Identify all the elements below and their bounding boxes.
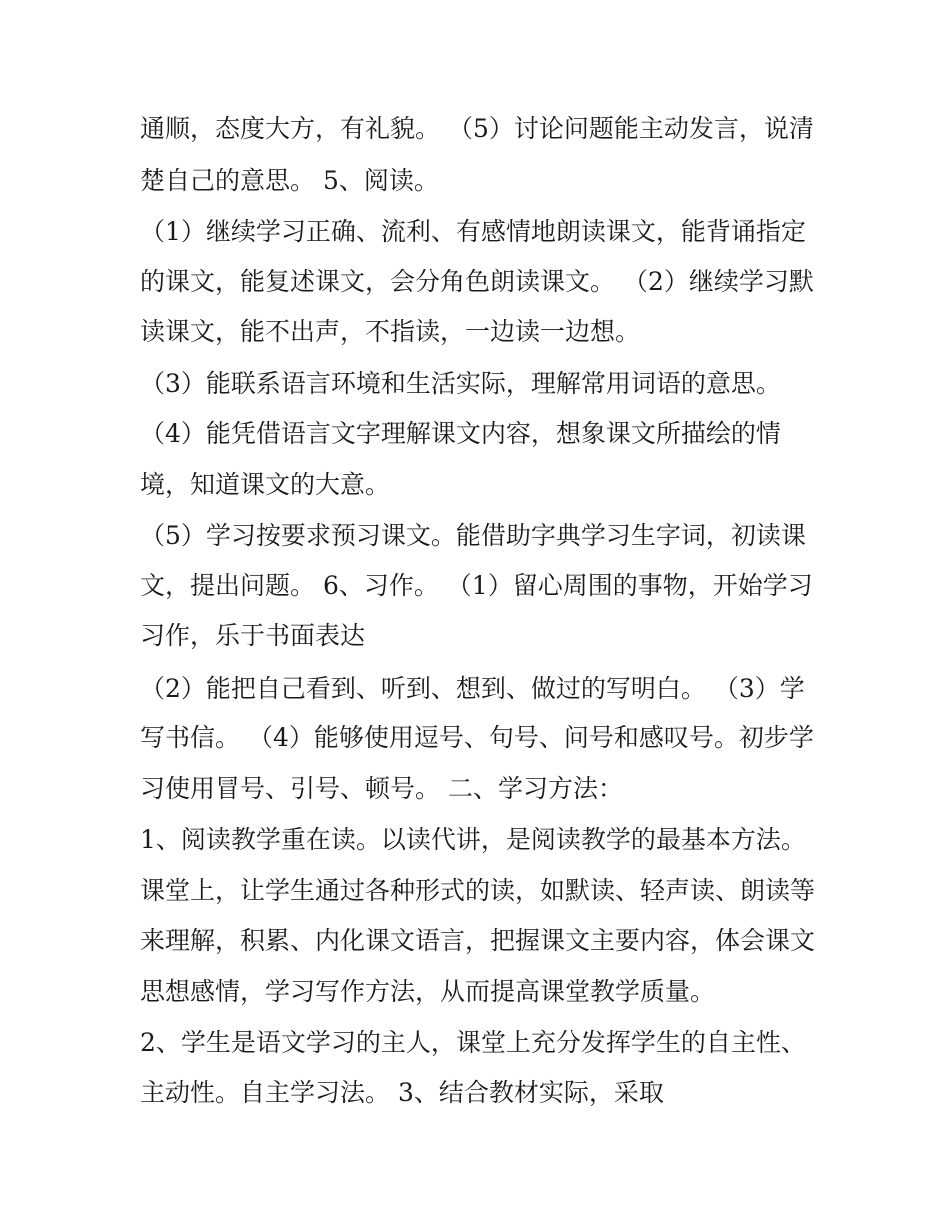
text-line: 主动性。自主学习法。 3、结合教材实际，采取 xyxy=(140,1078,664,1107)
text-line: 2、学生是语文学习的主人，课堂上充分发挥学生的自主性、 xyxy=(140,1028,806,1057)
text-line: 文，提出问题。 6、习作。 （1）留心周围的事物，开始学习 xyxy=(140,571,813,600)
text-line: 习使用冒号、引号、顿号。 二、学习方法： xyxy=(140,774,623,803)
text-line: （5）学习按要求预习课文。能借助字典学习生字词，初读课 xyxy=(140,521,806,550)
text-line: 习作，乐于书面表达 xyxy=(140,621,366,650)
text-line: 通顺，态度大方，有礼貌。 （5）讨论问题能主动发言，说清 xyxy=(140,114,814,143)
text-line: 读课文，能不出声，不指读，一边读一边想。 xyxy=(140,317,641,346)
text-line: 1、阅读教学重在读。以读代讲，是阅读教学的最基本方法。 xyxy=(140,825,806,854)
text-line: （1）继续学习正确、流利、有感情地朗读课文，能背诵指定 xyxy=(140,217,806,246)
text-line: 楚自己的意思。 5、阅读。 xyxy=(140,166,439,195)
text-line: （3）能联系语言环境和生活实际，理解常用词语的意思。 xyxy=(140,369,781,398)
text-line: 的课文，能复述课文，会分角色朗读课文。 （2）继续学习默 xyxy=(140,267,814,296)
text-line: （4）能凭借语言文字理解课文内容，想象课文所描绘的情 xyxy=(140,419,781,448)
text-line: 思想感情，学习写作方法，从而提高课堂教学质量。 xyxy=(140,977,716,1006)
text-line: 来理解，积累、内化课文语言，把握课文主要内容，体会课文 xyxy=(140,926,816,955)
text-line: （2）能把自己看到、听到、想到、做过的写明白。 （3）学 xyxy=(140,674,805,703)
text-line: 写书信。 （4）能够使用逗号、句号、问号和感叹号。初步学 xyxy=(140,723,814,752)
text-line: 课堂上，让学生通过各种形式的读，如默读、轻声读、朗读等 xyxy=(140,876,816,905)
text-line: 境，知道课文的大意。 xyxy=(140,470,391,499)
